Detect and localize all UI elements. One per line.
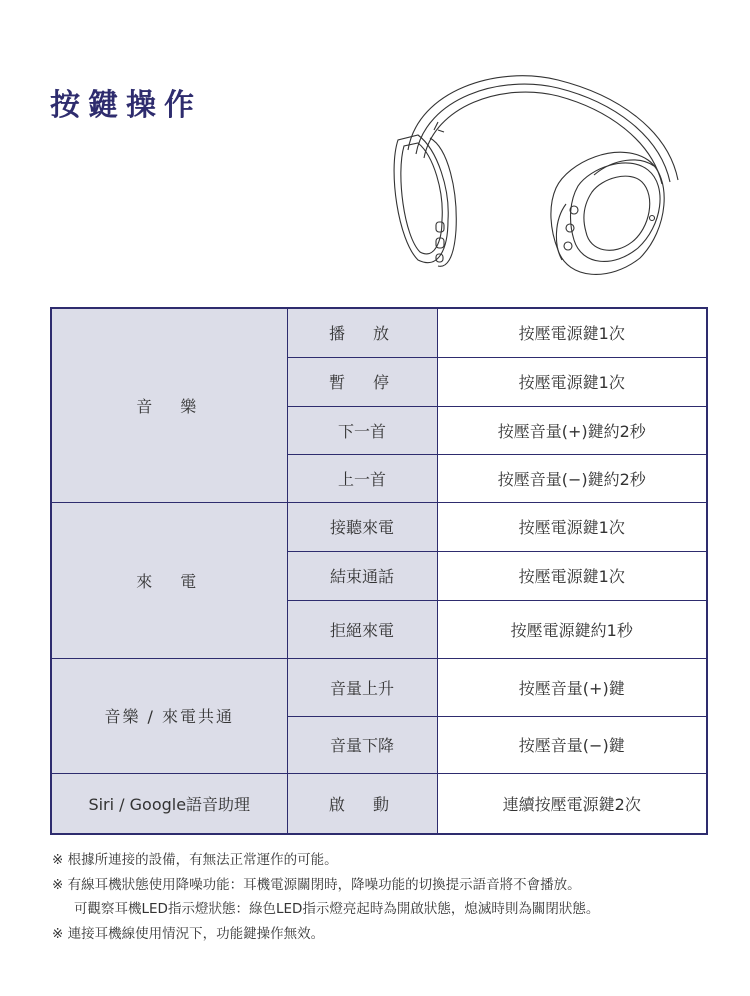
operation-cell: 按壓音量(−)鍵 [437,716,707,773]
table-row [51,658,707,716]
headphones-illustration [378,70,708,280]
notes [52,848,599,946]
operation-cell: 按壓電源鍵1次 [437,308,707,357]
action-cell: 暫 停 [287,357,437,406]
page-title: 按鍵操作 [50,88,202,123]
action-cell: 音量上升 [287,658,437,716]
note-line: ※ 根據所連接的設備，有無法正常運作的可能。 [52,852,338,868]
action-cell: 結束通話 [287,551,437,600]
table-row [51,502,707,551]
operation-cell: 連續按壓電源鍵2次 [437,773,707,834]
operation-cell: 按壓音量(−)鍵約2秒 [437,454,707,502]
action-cell: 上一首 [287,454,437,502]
operation-cell: 按壓電源鍵約1秒 [437,600,707,658]
category-music: 音 樂 [51,308,287,502]
note-line: ※ 有線耳機狀態使用降噪功能：耳機電源關閉時，降噪功能的切換提示語音將不會播放。 [52,876,581,893]
action-cell: 播 放 [287,308,437,357]
action-cell: 拒絕來電 [287,600,437,658]
action-cell: 啟 動 [287,773,437,834]
key-operations-table [50,307,708,835]
category-incoming-call: 來 電 [51,502,287,658]
operation-cell: 按壓電源鍵1次 [437,357,707,406]
note-line: ※ 連接耳機線使用情況下，功能鍵操作無效。 [52,925,325,942]
table-row [51,308,707,357]
action-cell: 音量下降 [287,716,437,773]
operation-cell: 按壓音量(+)鍵約2秒 [437,406,707,454]
table-row [51,773,707,834]
operation-cell: 按壓電源鍵1次 [437,551,707,600]
operation-cell: 按壓電源鍵1次 [437,502,707,551]
action-cell: 下一首 [287,406,437,454]
note-line: 可觀察耳機LED指示燈狀態：綠色LED指示燈亮起時為開啟狀態，熄滅時則為關閉狀態。 [74,901,600,917]
action-cell: 接聽來電 [287,502,437,551]
category-voice-assistant: Siri / Google語音助理 [51,773,287,834]
operation-cell: 按壓音量(+)鍵 [437,658,707,716]
category-shared: 音樂 / 來電共通 [51,658,287,773]
